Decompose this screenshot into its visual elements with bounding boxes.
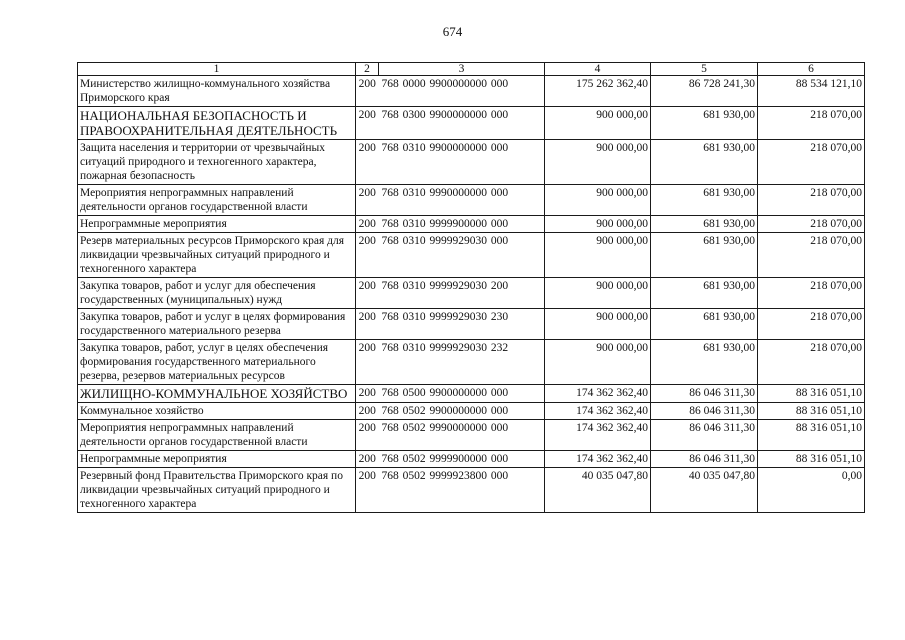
table-row (78, 468, 865, 513)
row-code-cell: 768 0310 9999900000 000 (379, 216, 545, 233)
row-sum-current-cell: 900 000,00 (545, 216, 651, 233)
row-grbs-cell: 200 (356, 451, 379, 468)
row-sum-difference-cell: 218 070,00 (758, 309, 865, 340)
row-name-cell: ЖИЛИЩНО-КОММУНАЛЬНОЕ ХОЗЯЙСТВО (78, 385, 356, 403)
row-code-cell: 768 0300 9900000000 000 (379, 107, 545, 140)
row-code-cell: 768 0310 9999929030 200 (379, 278, 545, 309)
row-sum-current-cell: 900 000,00 (545, 278, 651, 309)
row-code-cell: 768 0502 9999923800 000 (379, 468, 545, 513)
row-sum-current-cell: 175 262 362,40 (545, 76, 651, 107)
row-sum-current-cell: 900 000,00 (545, 140, 651, 185)
row-sum-next-cell: 681 930,00 (651, 340, 758, 385)
row-sum-next-cell: 86 046 311,30 (651, 403, 758, 420)
row-code-cell: 768 0310 9900000000 000 (379, 140, 545, 185)
row-sum-current-cell: 900 000,00 (545, 340, 651, 385)
row-sum-next-cell: 681 930,00 (651, 185, 758, 216)
row-code-cell: 768 0502 9990000000 000 (379, 420, 545, 451)
row-grbs-cell: 200 (356, 385, 379, 403)
table-row (78, 278, 865, 309)
row-grbs-cell: 200 (356, 140, 379, 185)
row-sum-difference-cell: 88 316 051,10 (758, 403, 865, 420)
row-sum-next-cell: 681 930,00 (651, 233, 758, 278)
row-grbs-cell: 200 (356, 233, 379, 278)
row-sum-current-cell: 174 362 362,40 (545, 403, 651, 420)
table-row (78, 309, 865, 340)
table-body (78, 63, 865, 513)
row-grbs-cell: 200 (356, 420, 379, 451)
row-sum-difference-cell: 218 070,00 (758, 233, 865, 278)
row-sum-current-cell: 900 000,00 (545, 185, 651, 216)
table-row (78, 216, 865, 233)
column-header: 5 (651, 63, 758, 76)
row-sum-difference-cell: 218 070,00 (758, 185, 865, 216)
row-grbs-cell: 200 (356, 403, 379, 420)
row-name-cell: Министерство жилищно-коммунального хозяйства Приморского края (78, 76, 356, 107)
row-sum-next-cell: 86 046 311,30 (651, 451, 758, 468)
row-sum-difference-cell: 88 316 051,10 (758, 385, 865, 403)
row-sum-difference-cell: 88 534 121,10 (758, 76, 865, 107)
row-name-cell: Закупка товаров, работ и услуг в целях формирования государственного материального резерва (78, 309, 356, 340)
row-grbs-cell: 200 (356, 185, 379, 216)
row-sum-difference-cell: 0,00 (758, 468, 865, 513)
row-grbs-cell: 200 (356, 340, 379, 385)
row-sum-next-cell: 86 728 241,30 (651, 76, 758, 107)
row-grbs-cell: 200 (356, 76, 379, 107)
row-sum-current-cell: 900 000,00 (545, 309, 651, 340)
row-sum-difference-cell: 88 316 051,10 (758, 420, 865, 451)
column-header: 3 (379, 63, 545, 76)
row-sum-next-cell: 681 930,00 (651, 309, 758, 340)
row-sum-current-cell: 40 035 047,80 (545, 468, 651, 513)
table-row (78, 403, 865, 420)
row-code-cell: 768 0000 9900000000 000 (379, 76, 545, 107)
row-sum-difference-cell: 218 070,00 (758, 216, 865, 233)
row-name-cell: Непрограммные мероприятия (78, 216, 356, 233)
table-row (78, 451, 865, 468)
row-sum-current-cell: 174 362 362,40 (545, 385, 651, 403)
budget-table (77, 62, 865, 513)
row-name-cell: Резервный фонд Правительства Приморского края по ликвидации чрезвычайных ситуаций природного и техногенного характера (78, 468, 356, 513)
row-name-cell: Мероприятия непрограммных направлений деятельности органов государственной власти (78, 420, 356, 451)
column-header: 4 (545, 63, 651, 76)
row-code-cell: 768 0502 9900000000 000 (379, 403, 545, 420)
row-sum-next-cell: 681 930,00 (651, 140, 758, 185)
row-sum-next-cell: 86 046 311,30 (651, 385, 758, 403)
row-sum-current-cell: 174 362 362,40 (545, 451, 651, 468)
row-sum-difference-cell: 218 070,00 (758, 140, 865, 185)
row-grbs-cell: 200 (356, 468, 379, 513)
row-grbs-cell: 200 (356, 309, 379, 340)
row-name-cell: Закупка товаров, работ, услуг в целях обеспечения формирования государственного материального резерва, резервов материальных ресурсов (78, 340, 356, 385)
row-code-cell: 768 0310 9999929030 232 (379, 340, 545, 385)
row-sum-next-cell: 86 046 311,30 (651, 420, 758, 451)
row-sum-current-cell: 174 362 362,40 (545, 420, 651, 451)
table-row (78, 233, 865, 278)
row-grbs-cell: 200 (356, 107, 379, 140)
row-sum-next-cell: 681 930,00 (651, 107, 758, 140)
row-name-cell: Защита населения и территории от чрезвычайных ситуаций природного и техногенного характера, пожарная безопасность (78, 140, 356, 185)
table-row (78, 140, 865, 185)
table-row (78, 76, 865, 107)
row-code-cell: 768 0310 9999929030 230 (379, 309, 545, 340)
table-row (78, 340, 865, 385)
table-row (78, 107, 865, 140)
row-code-cell: 768 0310 9999929030 000 (379, 233, 545, 278)
table-row (78, 420, 865, 451)
column-header: 2 (356, 63, 379, 76)
table-row (78, 385, 865, 403)
row-sum-next-cell: 681 930,00 (651, 278, 758, 309)
table-row (78, 185, 865, 216)
row-grbs-cell: 200 (356, 278, 379, 309)
row-name-cell: Мероприятия непрограммных направлений деятельности органов государственной власти (78, 185, 356, 216)
row-name-cell: Коммунальное хозяйство (78, 403, 356, 420)
row-name-cell: Непрограммные мероприятия (78, 451, 356, 468)
row-name-cell: Резерв материальных ресурсов Приморского края для ликвидации чрезвычайных ситуаций природного и техногенного характера (78, 233, 356, 278)
row-code-cell: 768 0310 9990000000 000 (379, 185, 545, 216)
row-sum-difference-cell: 88 316 051,10 (758, 451, 865, 468)
row-grbs-cell: 200 (356, 216, 379, 233)
row-sum-difference-cell: 218 070,00 (758, 340, 865, 385)
column-header: 1 (78, 63, 356, 76)
row-sum-next-cell: 681 930,00 (651, 216, 758, 233)
column-header: 6 (758, 63, 865, 76)
row-sum-next-cell: 40 035 047,80 (651, 468, 758, 513)
row-name-cell: НАЦИОНАЛЬНАЯ БЕЗОПАСНОСТЬ И ПРАВООХРАНИТЕЛЬНАЯ ДЕЯТЕЛЬНОСТЬ (78, 107, 356, 140)
row-code-cell: 768 0502 9999900000 000 (379, 451, 545, 468)
page-number: 674 (442, 24, 463, 39)
row-sum-difference-cell: 218 070,00 (758, 107, 865, 140)
row-sum-current-cell: 900 000,00 (545, 107, 651, 140)
row-sum-difference-cell: 218 070,00 (758, 278, 865, 309)
table-header-row (78, 63, 865, 76)
row-sum-current-cell: 900 000,00 (545, 233, 651, 278)
row-code-cell: 768 0500 9900000000 000 (379, 385, 545, 403)
row-name-cell: Закупка товаров, работ и услуг для обеспечения государственных (муниципальных) нужд (78, 278, 356, 309)
